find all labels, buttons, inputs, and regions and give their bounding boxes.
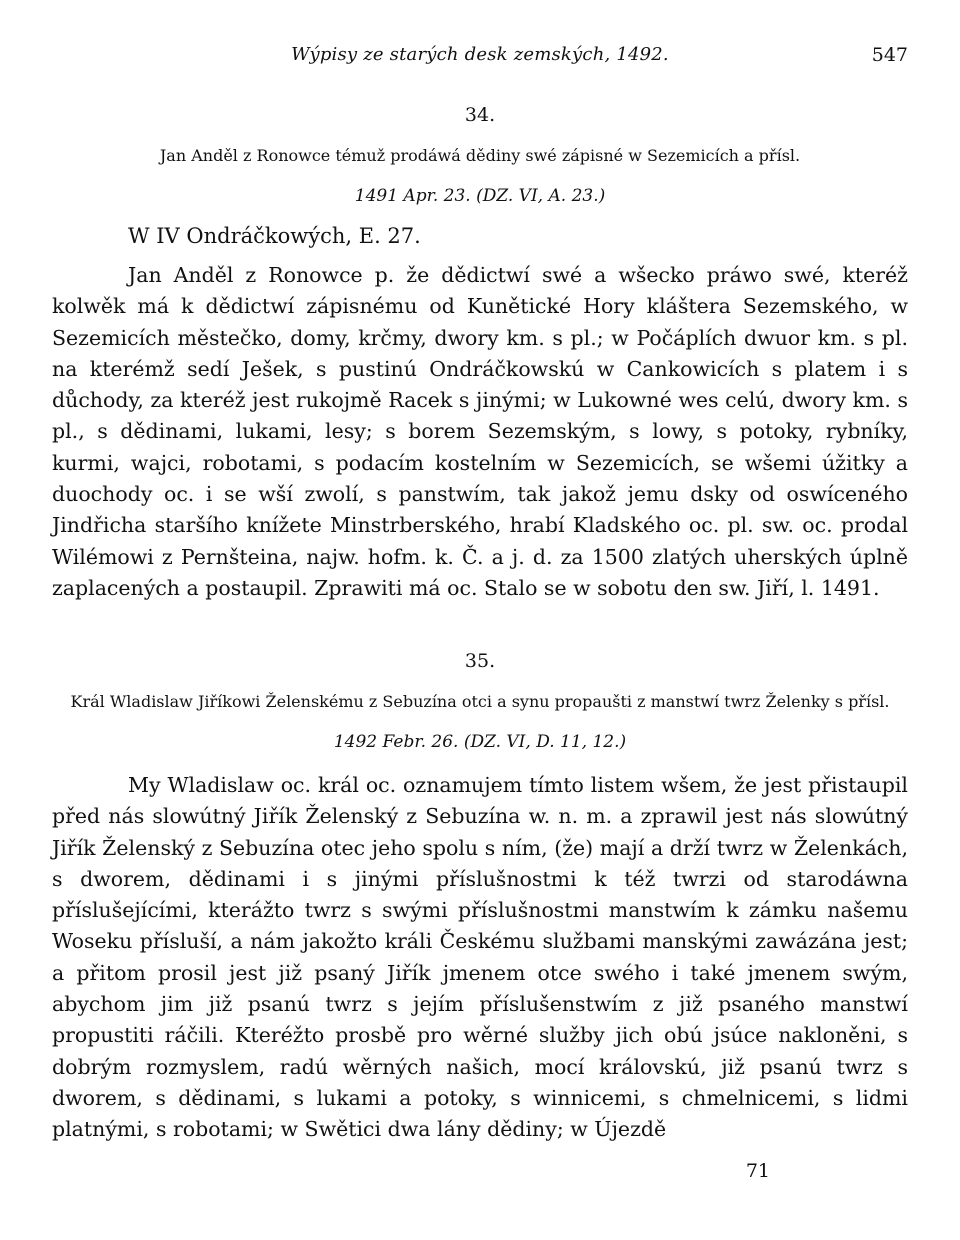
entry-number: 34. <box>464 104 496 126</box>
entry-35 <box>52 650 908 1146</box>
running-head <box>52 44 908 72</box>
page-number: 547 <box>871 44 908 66</box>
entry-date: 1492 Febr. 26. (DZ. VI, D. 11, 12.) <box>333 732 627 752</box>
entry-34 <box>52 104 908 604</box>
running-title: Wýpisy ze starých desk zemských, 1492. <box>291 44 669 65</box>
entry-body: My Wladislaw oc. král oc. oznamujem tímto listem wšem, že jest přistaupil před nás slowútný Jiřík Želenský z Sebuzína w. n. m. a zprawil jest nás slowútný Jiřík Želenský z Sebuzína otec jeho spolu s ním, (že) mají a drží twrz w Želenkách, s dworem, dědinami i s jinými příslušnostmi k též twrzi od starodáwna příslušejícími, kterážto twrz s swými příslušnostmi manstwím k zámku našemu Woseku přísluší, a nám jakožto králi Českému službami manskými zawázána jest; a přitom prosil jest již psaný Jiřík jmenem otce swého i také jmenem swým, abychom jim již psanú twrz s jejím příslušenstwím z již psaného manstwí propustiti ráčili. Kteréžto prosbě pro wěrné služby jich obú jsúce nakloněni, s dobrým rozmyslem, radú wěrných našich, mocí královskú, již psanú twrz s dworem, s dědinami, s lukami a potoky, s winnicemi, s chmelnicemi, s lidmi platnými, s robotami; w Swětici dwa lány dědiny; w Újezdě <box>52 773 908 1142</box>
entry-heading: Jan Anděl z Ronowce témuž prodáwá dědiny swé zápisné w Sezemicích a přísl. <box>159 146 801 165</box>
entry-number: 35. <box>464 650 496 672</box>
entry-date: 1491 Apr. 23. (DZ. VI, A. 23.) <box>354 186 606 206</box>
entry-heading: Král Wladislaw Jiříkowi Želenskému z Sebuzína otci a synu propaušti z manstwí twrz Želenky s přísl. <box>70 692 890 711</box>
signature-mark: 71 <box>745 1160 770 1182</box>
entry-location: W IV Ondráčkowých, E. 27. <box>128 224 421 248</box>
entry-body: Jan Anděl z Ronowce p. že dědictwí swé a wšecko práwo swé, kteréž kolwěk má k dědictwí zápisnému od Kunětické Hory kláštera Sezemského, w Sezemicích městečko, domy, krčmy, dwory km. s pl.; w Počáplích dwuor km. s pl. na kterémž sedí Ješek, s pustinú Ondráčkowskú w Cankowicích s platem i s důchody, za kteréž jest rukojmě Racek s jinými; w Lukowné wes celú, dwory km. s pl., s dědinami, lukami, lesy; s borem Sezemským, s lowy, s potoky, rybníky, kurmi, wajci, robotami, s podacím kostelním w Sezemicích, se wšemi úžitky a duochody oc. i se wší zwolí, s panstwím, tak jakož jemu dsky od oswíceného Jindřicha staršího knížete Minstrberského, hrabí Kladského oc. pl. sw. oc. prodal Wilémowi z Pernšteina, najw. hofm. k. Č. a j. d. za 1500 zlatých uherských úplně zaplacených a postaupil. Zprawiti má oc. Stalo se w sobotu den sw. Jiří, l. 1491. <box>52 263 908 600</box>
